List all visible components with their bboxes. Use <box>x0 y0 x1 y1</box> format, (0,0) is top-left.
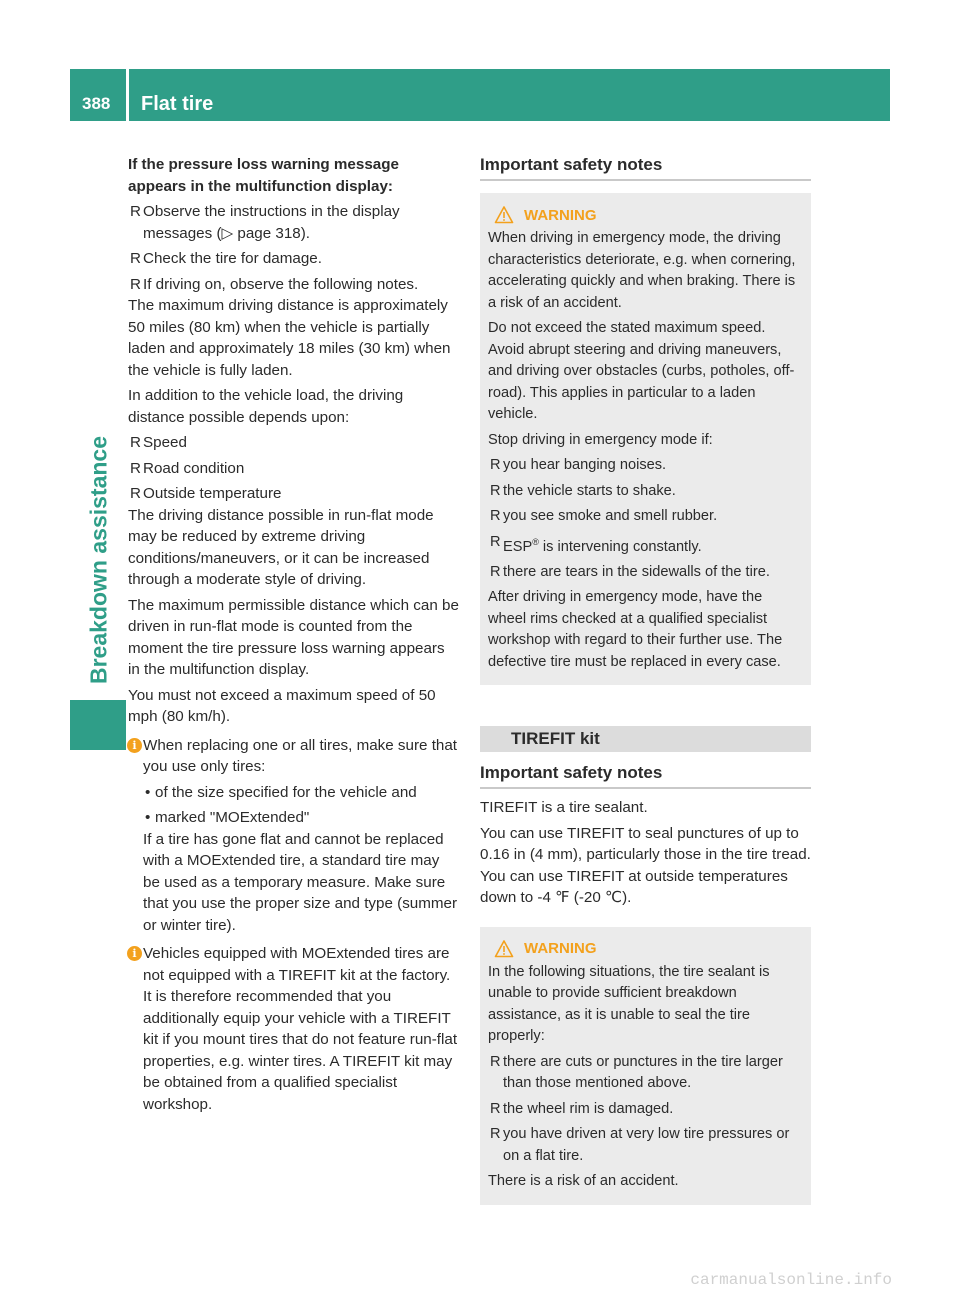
list-item: R Speed <box>130 434 187 451</box>
warning-box <box>480 193 811 685</box>
list-item: R you see smoke and smell rubber. <box>490 508 718 524</box>
side-tab-marker <box>70 700 126 750</box>
list-item: R Observe the instructions in the display messages (▷ page 318). <box>130 203 400 242</box>
warning-box <box>480 927 811 1205</box>
list-item: • of the size specified for the vehicle and <box>145 783 417 801</box>
section-heading: Important safety notes <box>480 154 811 181</box>
paragraph: After driving in emergency mode, have the wheel rims checked at a qualified specialist workshop with regard to their further use. The defective tire must be replaced in every case. <box>488 589 783 670</box>
info-icon: i <box>127 738 142 753</box>
paragraph: You must not exceed a maximum speed of 50 mph (80 km/h). <box>128 686 436 725</box>
paragraph: The maximum driving distance is approximately 50 miles (80 km) when the vehicle is partially laden and approximately 18 miles (30 km) when the vehicle is fully laden. <box>128 297 451 379</box>
paragraph: You can use TIREFIT to seal punctures of up to 0.16 in (4 mm), particularly those in the tire tread. You can use TIREFIT at outside temperatures down to -4 ℉ (-20 ℃). <box>480 824 811 907</box>
paragraph: TIREFIT is a tire sealant. <box>480 799 648 817</box>
warning-triangle-icon <box>494 939 514 959</box>
info-note: i When replacing one or all tires, make sure that you use only tires: • of the size specified for the vehicle and • marked "MOExtended" If a tire has gone flat and cannot be replaced with a MOExtended tire, a standard tire may be used as a temporary measure. Make sure that you use the proper size and type (summer or winter tire). <box>128 735 460 937</box>
list-item: R you hear banging noises. <box>490 457 667 473</box>
side-section-label: Breakdown assistance <box>85 435 112 685</box>
left-heading: If the pressure loss warning message appears in the multifunction display: <box>128 156 399 195</box>
warning-title: WARNING <box>524 206 597 224</box>
list-item: R ESP® is intervening constantly. <box>490 533 702 555</box>
paragraph: In addition to the vehicle load, the driving distance possible depends upon: <box>128 387 404 426</box>
left-column <box>128 154 460 1115</box>
warning-triangle-icon <box>494 205 514 225</box>
page-title: Flat tire <box>141 93 214 115</box>
list-item: R the wheel rim is damaged. <box>490 1100 674 1117</box>
warning-title: WARNING <box>524 940 597 958</box>
info-icon: i <box>127 946 142 961</box>
section-heading: Important safety notes <box>480 762 811 789</box>
list-item: R Check the tire for damage. <box>130 250 322 267</box>
tirefit-section-title: TIREFIT kit <box>480 726 811 752</box>
list-item: R there are cuts or punctures in the tire larger than those mentioned above. <box>490 1053 783 1092</box>
info-note: i Vehicles equipped with MOExtended tires are not equipped with a TIREFIT kit at the factory. It is therefore recommended that you additionally equip your vehicle with a TIREFIT kit if you mount tires that do not feature run-flat properties, e.g. winter tires. A TIREFIT kit may be obtained from a qualified specialist workshop. <box>128 943 460 1115</box>
paragraph: In the following situations, the tire sealant is unable to provide sufficient breakdown assistance, as it is unable to seal the tire properly: <box>488 963 770 1045</box>
paragraph: When driving in emergency mode, the driving characteristics deteriorate, e.g. when cornering, accelerating quickly and when braking. There is a risk of an accident. <box>488 230 796 311</box>
paragraph: Stop driving in emergency mode if: <box>488 431 713 448</box>
list-item: R If driving on, observe the following notes. <box>130 275 419 293</box>
list-item: R the vehicle starts to shake. <box>490 482 676 499</box>
list-item: • marked "MOExtended" <box>145 809 310 826</box>
right-column <box>480 154 811 1205</box>
list-item: R Road condition <box>130 459 245 477</box>
footer-watermark: carmanualsonline.info <box>690 1271 892 1289</box>
list-item: R you have driven at very low tire pressures or on a flat tire. <box>490 1126 790 1164</box>
paragraph: There is a risk of an accident. <box>488 1173 679 1190</box>
list-item: R there are tears in the sidewalls of the tire. <box>490 563 770 580</box>
paragraph: The maximum permissible distance which can be driven in run-flat mode is counted from the moment the tire pressure loss warning appears in the multifunction display. <box>128 596 459 678</box>
paragraph: Do not exceed the stated maximum speed. Avoid abrupt steering and driving maneuvers, and driving over obstacles (curbs, potholes, off-road). This applies in particular to a laden vehicle. <box>488 320 795 422</box>
paragraph: The driving distance possible in run-flat mode may be reduced by extreme driving conditions/maneuvers, or it can be increased through a moderate style of driving. <box>128 506 434 588</box>
header-separator <box>126 69 129 121</box>
page-number: 388 <box>82 94 111 113</box>
list-item: R Outside temperature <box>130 485 282 502</box>
